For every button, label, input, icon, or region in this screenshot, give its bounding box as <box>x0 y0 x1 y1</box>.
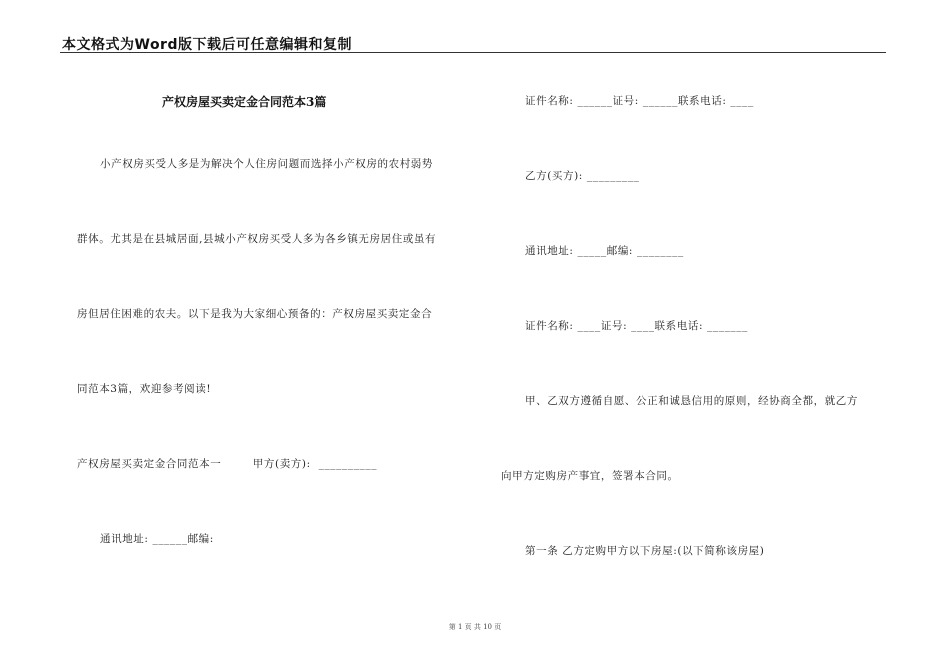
right-paragraph-2: 乙方(买方): _________ <box>525 170 640 182</box>
header-banner: 本文格式为Word版下载后可任意编辑和复制 <box>62 37 352 53</box>
right-paragraph-6: 向甲方定购房产事宜，签署本合同。 <box>501 470 679 482</box>
header-divider <box>60 52 886 53</box>
left-paragraph-1: 小产权房买受人多是为解决个人住房问题而选择小产权房的农村弱势 <box>100 158 433 170</box>
document-title: 产权房屋买卖定金合同范本3篇 <box>162 95 327 109</box>
left-paragraph-5: 产权房屋买卖定金合同范本一 甲方(卖方): __________ <box>77 458 378 470</box>
right-paragraph-3: 通讯地址: _____邮编: ________ <box>525 245 684 257</box>
page-number: 第 1 页 共 10 页 <box>448 623 502 631</box>
right-paragraph-5: 甲、乙双方遵循自愿、公正和诚恳信用的原则，经协商全都，就乙方 <box>525 395 858 407</box>
left-paragraph-6: 通讯地址: ______邮编: <box>100 533 214 545</box>
right-paragraph-1: 证件名称: ______证号: ______联系电话: ____ <box>525 95 754 107</box>
left-paragraph-3: 房但居住困难的农夫。以下是我为大家细心预备的：产权房屋买卖定金合 <box>77 308 433 320</box>
left-paragraph-4: 同范本3篇，欢迎参考阅读! <box>77 383 212 395</box>
right-paragraph-7: 第一条 乙方定购甲方以下房屋:(以下简称该房屋) <box>525 545 765 557</box>
right-paragraph-4: 证件名称: ____证号: ____联系电话: _______ <box>525 320 748 332</box>
left-paragraph-2: 群体。尤其是在县城居面,县城小产权房买受人多为各乡镇无房居住或虽有 <box>77 233 437 245</box>
